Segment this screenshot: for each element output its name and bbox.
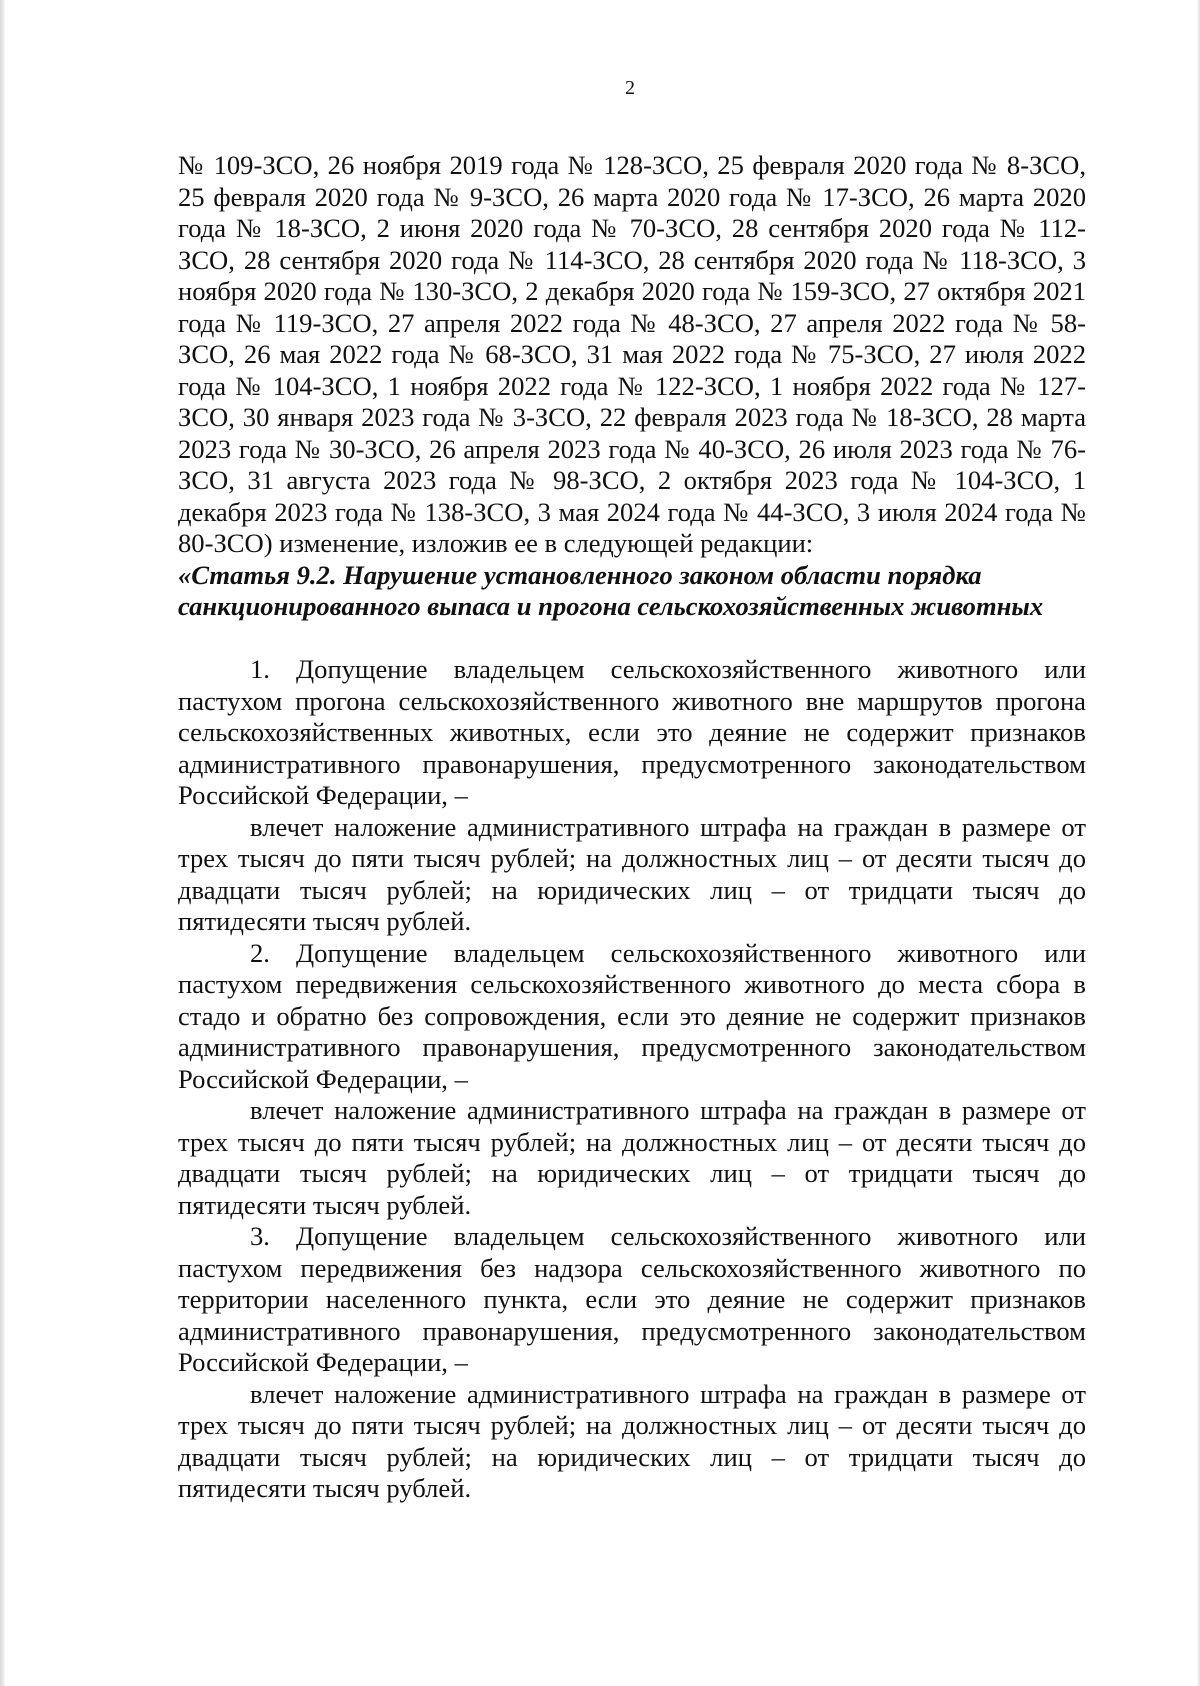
article-paragraph: 3. Допущение владельцем сельскохозяйственного животного или пастухом передвижения без надзора сельскохозяйственного животного по территории населенного пункта, если это деяние не содержит признаков административного правонарушения, предусмотренного законодательством Российской Федерации, – [178,1221,1086,1377]
page-number: 2 [625,77,635,99]
article-heading [178,560,1086,623]
article-paragraph: влечет наложение административного штрафа на граждан в размере от трех тысяч до пяти тысяч рублей; на должностных лиц – от десяти тысяч до двадцати тысяч рублей; на юридических лиц – от тридцати тысяч до пятидесяти тысяч рублей. [178,1095,1086,1220]
intro-paragraph: № 109-ЗСО, 26 ноября 2019 года № 128-ЗСО, 25 февраля 2020 года № 8-ЗСО, 25 февраля 2020 года № 9-ЗСО, 26 марта 2020 года № 17-ЗСО, 26 марта 2020 года № 18-ЗСО, 2 июня 2020 года № 70-ЗСО, 28 сентября 2020 года № 112-ЗСО, 28 сентября 2020 года № 114-ЗСО, 28 сентября 2020 года № 118-ЗСО, 3 ноября 2020 года № 130-ЗСО, 2 декабря 2020 года № 159-ЗСО, 27 октября 2021 года № 119-ЗСО, 27 апреля 2022 года № 48-ЗСО, 27 апреля 2022 года № 58-ЗСО, 26 мая 2022 года № 68-ЗСО, 31 мая 2022 года № 75-ЗСО, 27 июля 2022 года № 104-ЗСО, 1 ноября 2022 года № 122-ЗСО, 1 ноября 2022 года № 127-ЗСО, 30 января 2023 года № 3-ЗСО, 22 февраля 2023 года № 18-ЗСО, 28 марта 2023 года № 30-ЗСО, 26 апреля 2023 года № 40-ЗСО, 26 июля 2023 года № 76-ЗСО, 31 августа 2023 года № 98-ЗСО, 2 октября 2023 года № 104-ЗСО, 1 декабря 2023 года № 138-ЗСО, 3 мая 2024 года № 44-ЗСО, 3 июля 2024 года № 80-ЗСО) изменение, изложив ее в следующей редакции: [178,150,1086,558]
scan-edge-left [0,0,5,1686]
article-heading-line-2: санкционированного выпаса и прогона сельскохозяйственных животных [178,591,1044,621]
article-paragraph: влечет наложение административного штрафа на граждан в размере от трех тысяч до пяти тысяч рублей; на должностных лиц – от десяти тысяч до двадцати тысяч рублей; на юридических лиц – от тридцати тысяч до пятидесяти тысяч рублей. [178,1378,1086,1503]
article-paragraph: влечет наложение административного штрафа на граждан в размере от трех тысяч до пяти тысяч рублей; на должностных лиц – от десяти тысяч до двадцати тысяч рублей; на юридических лиц – от тридцати тысяч до пятидесяти тысяч рублей. [178,811,1086,936]
article-heading-line-1: «Статья 9.2. Нарушение установленного законом области порядка [178,559,982,590]
document-body [178,150,1086,1505]
article-paragraph: 2. Допущение владельцем сельскохозяйственного животного или пастухом передвижения сельскохозяйственного животного до места сбора в стадо и обратно без сопровождения, если это деяние не содержит признаков административного правонарушения, предусмотренного законодательством Российской Федерации, – [178,937,1086,1094]
heading-spacer [178,623,1086,655]
article-paragraph: 1. Допущение владельцем сельскохозяйственного животного или пастухом прогона сельскохозяйственного животного вне маршрутов прогона сельскохозяйственных животных, если это деяние не содержит признаков административного правонарушения, предусмотренного законодательством Российской Федерации, – [178,654,1086,810]
